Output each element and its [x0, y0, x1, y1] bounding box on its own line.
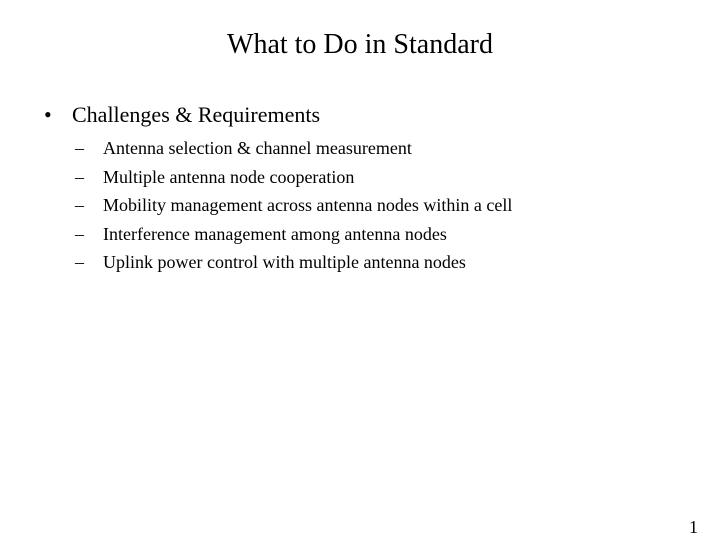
sub-bullet-item — [75, 248, 512, 277]
dash-marker: – — [75, 195, 84, 215]
bullet-marker: • — [44, 102, 52, 127]
sub-bullet-text: Mobility management across antenna nodes within a cell — [103, 195, 513, 215]
sub-bullet-text: Interference management among antenna nodes — [103, 223, 447, 244]
dash-marker: – — [75, 138, 84, 158]
sub-bullet-text: Uplink power control with multiple antenna nodes — [103, 252, 466, 272]
bullet-item — [44, 100, 320, 130]
sub-bullet-item — [75, 191, 512, 220]
sub-bullet-item — [75, 163, 512, 192]
sub-bullet-text: Antenna selection & channel measurement — [103, 138, 412, 158]
sub-bullet-list — [75, 134, 512, 277]
sub-bullet-item — [75, 220, 512, 249]
sub-bullet-text: Multiple antenna node cooperation — [103, 166, 355, 187]
dash-marker: – — [75, 252, 84, 272]
dash-marker: – — [75, 223, 84, 244]
sub-bullet-item — [75, 134, 512, 163]
slide-title: What to Do in Standard — [227, 29, 493, 60]
dash-marker: – — [75, 166, 84, 187]
bullet-text: Challenges & Requirements — [72, 102, 321, 127]
page-number: 1 — [689, 517, 698, 537]
